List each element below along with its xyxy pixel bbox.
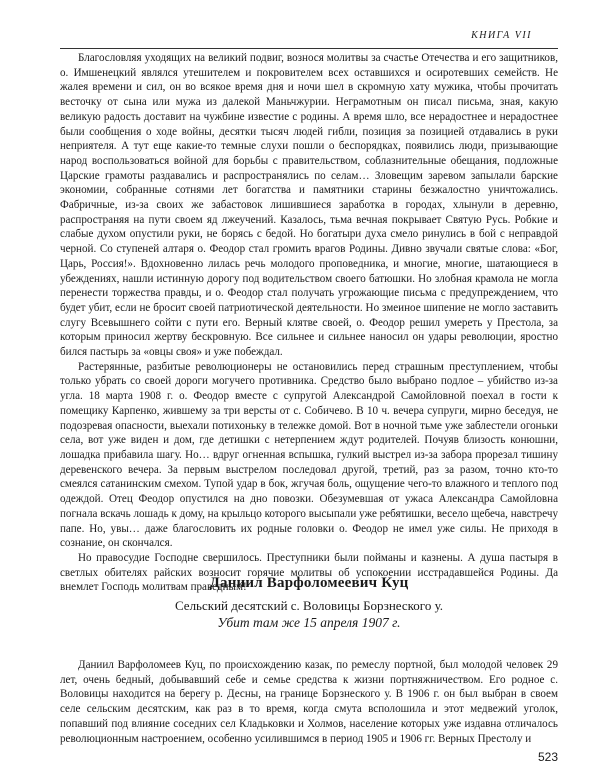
header-rule: [60, 48, 558, 49]
biography-text: [60, 658, 558, 746]
person-name: Даниил Варфоломеевич Куц: [209, 575, 409, 591]
person-rank: Сельский десятский с. Воловицы Борзнеского у.: [174, 598, 444, 613]
page-number: 523: [537, 750, 558, 764]
person-death-note: Убит там же 15 апреля 1907 г.: [217, 615, 401, 630]
paragraph: Но правосудие Господне свершилось. Преступники были пойманы и казнены. А душа пастыря в светлых обителях райских возносит горячие молитвы об успокоении исстрадавшейся Родины. Да внемлет Господь молитвам праведным!: [60, 551, 558, 594]
paragraph: Благословляя уходящих на великий подвиг, вознося молитвы за счастье Отечества и его защитников, о. Имшенецкий являлся утешителем и покровителем всех оставшихся и осиротевших семейств. Не жалея времени и сил, он во всякое время дня и ночи шел в скромную хату мужика, чтобы прочитать весточку от сына или мужа из далекой Маньчжурии. Неграмотным он писал письма, зная, какую великую радость доставит на чужбине известие с родины. А время шло, все нерадостнее и нерадостнее были сообщения о ходе войны, десятки тысяч людей гибли, позиция за позицией отдавались в руки неприятеля. А тут еще какие-то темные слухи пошли о беспорядках, появились люди, призывающие народ воспользоваться войной для борьбы с правительством, соблазнительные обещания, подложные Царские грамоты раздавались и распространялись по селам… Зловещим заревом запылали барские экономии, собранные сотнями лет богатства и памятники старины безжалостно уничтожались. Фабричные, из-за своих же забастовок лишившиеся заработка в городах, хлынули в деревню, распространяя на пути своем яд лжеучений. Казалось, тьма вечная покрывает Святую Русь. Робкие и слабые духом опустили руки, не борясь с бедой. Но богатыри духа смело ринулись в бой с неправдой черной. Со ступеней алтаря о. Феодор стал громить врагов Родины. Дивно звучали святые слова: «Бог, Царь, Россия!». Вдохновенно лилась речь молодого проповедника, и многие, многие, шатающиеся в убеждениях, нашли истинную дорогу под водительством своего батюшки. Но злобная крамола не могла перенести торжества правды, и о. Феодор стал получать угрожающие письма с предупреждением, что будет убит, если не бросит своей патриотической деятельности. Но змеиное шипение не могло заставить слугу Всевышнего сойти с пути его. Верный клятве своей, о. Феодор решил умереть у Престола, за которым приносил жертву бескровную. Все сильнее и сильнее наносил он удары революции, яростно бился пастырь за «овцы своя» и уже побеждал.: [60, 52, 558, 359]
section-heading: [60, 574, 558, 632]
running-head: КНИГА VII: [471, 30, 532, 41]
paragraph: Даниил Варфоломеев Куц, по происхождению казак, по ремеслу портной, был молодой человек 29 лет, очень бедный, добывавший себе и семье средства к жизни портняжничеством. Его родное с. Воловицы находится на берегу р. Десны, на границе Борзнеского у. В 1906 г. он был выбран в своем селе сельским десятским, как раз в то время, когда смута всполошила и этот медвежий уголок, попавший под влияние соседних сел Кладьковки и Холмов, население которых уже издавна отличалось революционным настроением, особенно усилившимся в период 1905 и 1906 гг. Верных Престолу и: [60, 659, 558, 745]
main-text: [60, 51, 558, 595]
paragraph: Растерянные, разбитые революционеры не остановились перед страшным преступлением, чтобы только убрать со своей дороги могучего противника. Средство было выбрано подлое – убийство из-за угла. 18 марта 1908 г. о. Феодор вместе с супругой Александрой Самойловной поехал в гости к помещику Карпенко, жившему за три версты от с. Собичево. В 10 ч. вечера супруги, мирно беседуя, не подозревая опасности, выехали потихоньку в тележке домой. Вот в ночной тьме уже заблестели огоньки села, вот уже виден и дом, где детишки с нетерпением ждут родителей. Почуяв близость конюшни, лошадка прибавила шагу. Но… вдруг огненная вспышка, гулкий выстрел из-за забора прорезал тишину деревенского вечера. За первым выстрелом последовал другой, третий, раз за разом, точно кто-то смеялся сатанинским смехом. Тупой удар в бок, жгучая боль, ощущение чего-то влажного и теплого под одеждой. Отец Феодор опустился на дно повозки. Обезумевшая от ужаса Александра Самойловна погнала вскачь лошадь к дому, на крыльцо которого высыпали уже ребятишки, весело щебеча, навстречу папе. Но, увы… даже благословить их родные головки о. Феодор не имел уже силы. Не приходя в сознание, он скончался.: [60, 360, 558, 550]
